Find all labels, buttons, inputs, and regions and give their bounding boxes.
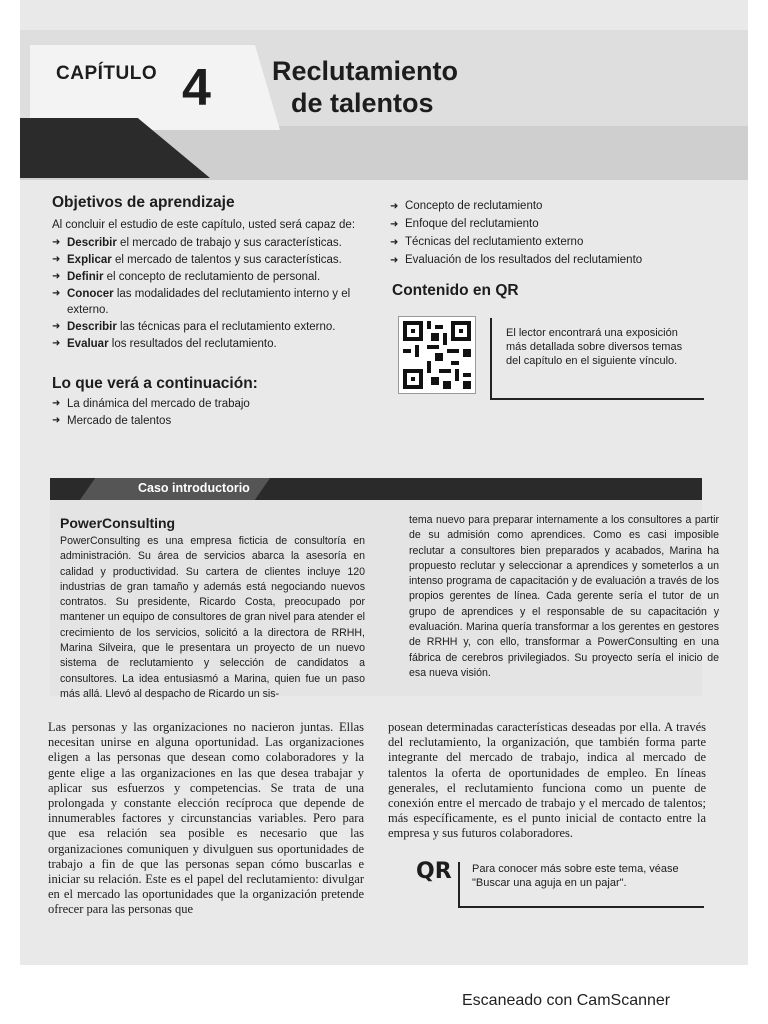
- list-item: [52, 336, 372, 352]
- case-text-col1: PowerConsulting es una empresa ficticia de consultoría en administración. Su área de servicios abarca la asesoría en calidad y productividad. Su cartera de clientes incluye 120 industrias de gran tamaño y además está negociando nuevos contratos. Su presidente, Ricardo Costa, preocupado por mantener un equipo de consultores de gran nivel para atender el crecimiento de los servicios, solicitó a la directora de RRHH, Marina Silveira, que le presentara un proyecto de un nuevo sistema de reclutamiento y selección de candidatos a consultores. La idea entusiasmó a Marina, quien fue un paso más allá. Llevó al despacho de Ricardo un sis-: [60, 535, 365, 700]
- bullet-arrow-icon: ➜: [52, 398, 61, 409]
- qr-code[interactable]: [398, 316, 476, 394]
- bullet-arrow-icon: ➜: [390, 237, 399, 248]
- list-item-verb: Definir: [67, 271, 104, 283]
- preview-section: [52, 376, 382, 430]
- bullet-arrow-icon: ➜: [52, 321, 61, 332]
- chapter-label: CAPÍTULO: [56, 63, 158, 84]
- list-item: [390, 252, 710, 269]
- list-item-verb: Evaluar: [67, 338, 109, 350]
- list-item: [52, 252, 372, 268]
- objectives-heading: Objetivos de aprendizaje: [52, 194, 235, 211]
- bullet-arrow-icon: ➜: [390, 255, 399, 266]
- body-text-col1: Las personas y las organizaciones no nacieron juntas. Ellas necesitan unirse en alguna oportunidad. Las organizaciones eligen a las personas que desean como colaboradores y la gente elige a las organizaciones en las que desea trabajar y aplicar sus esfuerzos y competencias. Se trata de una prolongada y constante elección recíproca que depende de innumerables factores y circunstancias variables. Pero para que esa relación sea posible es necesario que las organizaciones comuniquen y divulguen sus oportunidades de trabajo a fin de que las personas sepan cómo buscarlas e iniciar su relación. Este es el papel del reclutamiento: divulgar en el mercado las oportunidades que la organización pretende ofrecer para las personas que: [48, 720, 364, 917]
- list-item: [52, 319, 372, 335]
- chapter-number: 4: [182, 59, 211, 117]
- chapter-title-line1: Reclutamiento: [272, 56, 459, 86]
- list-item-text: Técnicas del reclutamiento externo: [405, 236, 584, 248]
- book-page: [20, 0, 748, 965]
- bullet-arrow-icon: ➜: [52, 338, 61, 349]
- bullet-arrow-icon: ➜: [52, 271, 61, 282]
- list-item-verb: Conocer: [67, 288, 114, 300]
- qr-note-text: Para conocer más sobre este tema, véase "Buscar una aguja en un pajar".: [472, 863, 679, 889]
- list-item-text: Concepto de reclutamiento: [405, 200, 543, 212]
- chapter-title: [272, 55, 458, 119]
- list-item: [390, 234, 710, 251]
- list-item: [52, 286, 372, 318]
- list-item-text: el concepto de reclutamiento de personal.: [103, 271, 321, 283]
- list-item-text: los resultados del reclutamiento.: [108, 338, 277, 350]
- list-item-text: las técnicas para el reclutamiento externo.: [116, 321, 336, 333]
- list-item-text: el mercado de talentos y sus características.: [111, 254, 342, 266]
- list-item-text: La dinámica del mercado de trabajo: [67, 398, 250, 410]
- objectives-intro: Al concluir el estudio de este capítulo, usted será capaz de:: [52, 219, 356, 231]
- list-item-text: las modalidades del reclutamiento interno y el externo.: [67, 288, 351, 316]
- bullet-arrow-icon: ➜: [52, 288, 61, 299]
- intro-case-box: [50, 478, 719, 700]
- preview-list-left: [52, 396, 382, 429]
- list-item: [390, 198, 710, 215]
- objectives-list: [52, 235, 372, 352]
- list-item: [52, 413, 382, 429]
- chapter-title-line2: de talentos: [291, 88, 434, 118]
- list-item: [52, 269, 372, 285]
- list-item-verb: Describir: [67, 321, 117, 333]
- list-item-verb: Explicar: [67, 254, 112, 266]
- bullet-arrow-icon: ➜: [390, 219, 399, 230]
- bullet-arrow-icon: ➜: [52, 237, 61, 248]
- bullet-arrow-icon: ➜: [390, 201, 399, 212]
- body-text-col2: posean determinadas características deseadas por ella. A través del reclutamiento, la organización, que también forma parte integrante del mercado de trabajo, indica al mercado de talentos la oferta de oportunidades de empleo. En líneas generales, el reclutamiento funciona como un puente de conexión entre el mercado de trabajo y el mercado de talentos; más específicamente, es el punto inicial de contacto entre la empresa y sus futuros colaboradores.: [388, 720, 706, 841]
- case-label: Caso introductorio: [138, 481, 250, 495]
- preview-right-column: [390, 197, 710, 270]
- list-item-text: Enfoque del reclutamiento: [405, 218, 539, 230]
- qr-divider: [490, 318, 492, 398]
- preview-heading: Lo que verá a continuación:: [52, 375, 258, 392]
- qr-note-underline: [458, 906, 704, 908]
- qr-heading: Contenido en QR: [392, 282, 519, 299]
- list-item-text: Mercado de talentos: [67, 415, 172, 427]
- objectives-section: [52, 195, 372, 353]
- list-item: [52, 235, 372, 251]
- bullet-arrow-icon: ➜: [52, 415, 61, 426]
- qr-note-icon: QR: [416, 859, 452, 884]
- case-text-col2: tema nuevo para preparar internamente a los consultores a partir de su admisión como aprendices. Como es casi imposible reclutar a consultores bien preparados y acabados, Marina ha propuesto reclutar y seleccionar a aprendices y someterlos a un intenso programa de capacitación y de evaluación a través de los propios gerentes de línea. Cada gerente sería el tutor de un grupo de aprendices y el responsable de su capacitación y evaluación. Marina quería transformar a los gerentes en gestores de RRHH y, con ello, transformar a PowerConsulting en una fábrica de cerebros privilegiados. Su proyecto sería el inicio de esa nueva visión.: [409, 514, 719, 679]
- case-title: PowerConsulting: [60, 515, 176, 531]
- qr-note-divider: [458, 862, 460, 906]
- preview-list-right: [390, 198, 710, 269]
- list-item-text: el mercado de trabajo y sus características.: [116, 237, 342, 249]
- list-item-text: Evaluación de los resultados del reclutamiento: [405, 254, 643, 266]
- qr-underline: [490, 398, 704, 400]
- list-item: [52, 396, 382, 412]
- list-item-verb: Describir: [67, 237, 117, 249]
- bullet-arrow-icon: ➜: [52, 254, 61, 265]
- list-item: [390, 216, 710, 233]
- qr-code-graphic: [399, 317, 475, 393]
- scanner-watermark: Escaneado con CamScanner: [462, 992, 671, 1009]
- chapter-tab: [30, 45, 280, 130]
- qr-description: El lector encontrará una exposición más detallada sobre diversos temas del capítulo en el siguiente vínculo.: [506, 327, 683, 367]
